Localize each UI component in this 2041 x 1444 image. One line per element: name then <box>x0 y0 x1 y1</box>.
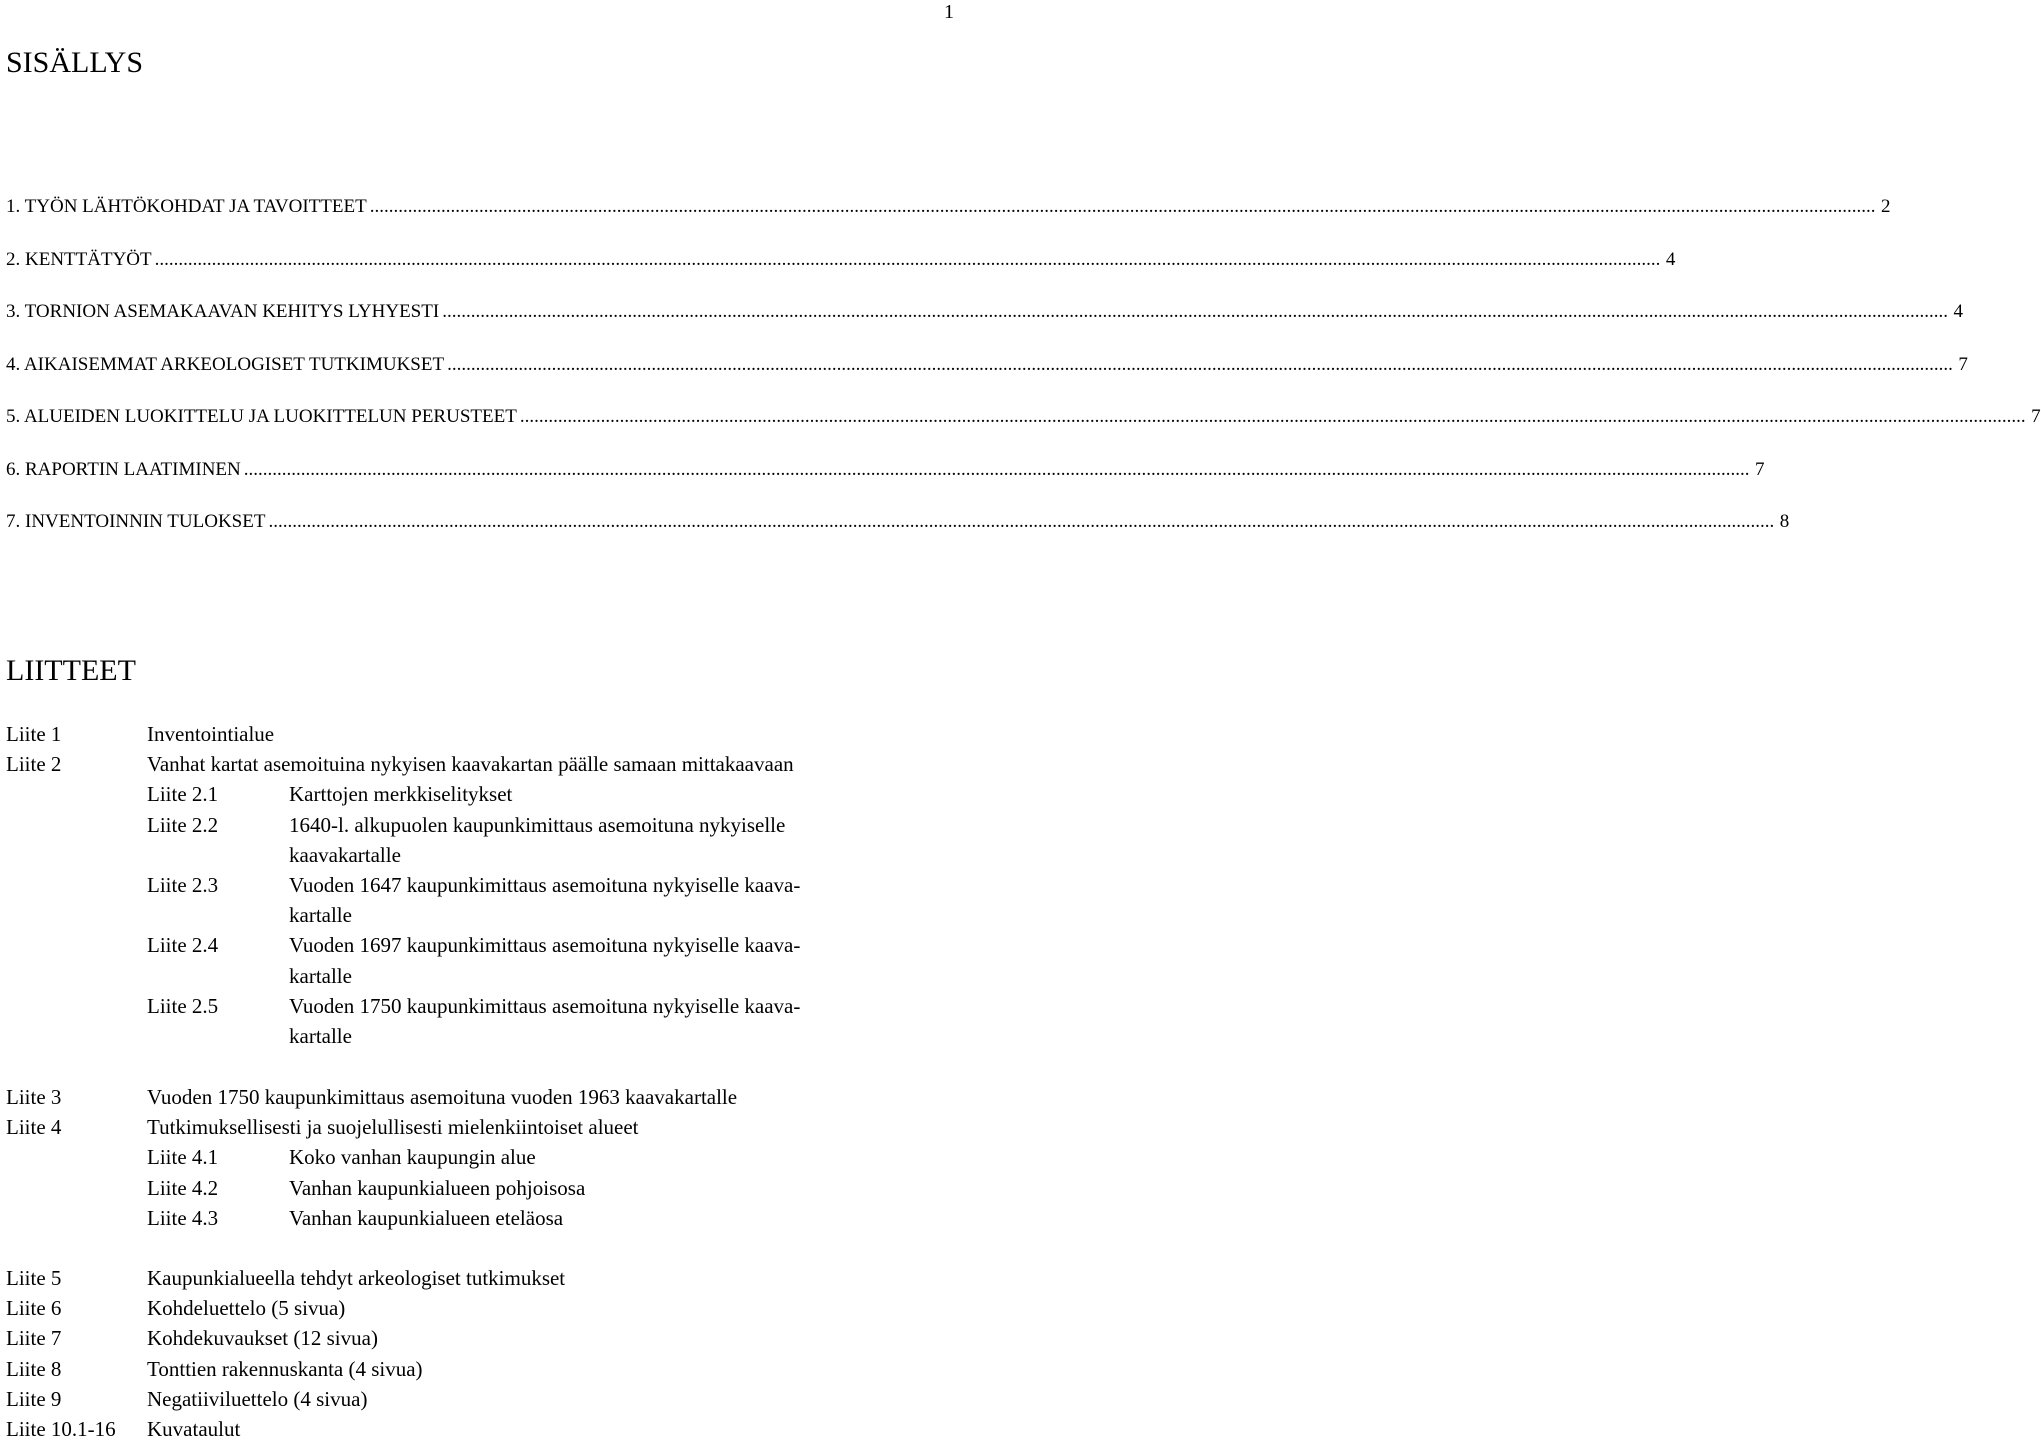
appendix-description: Kaupunkialueella tehdyt arkeologiset tutkimukset <box>147 1266 566 1290</box>
toc-leader-dots <box>244 459 1750 481</box>
appendix-row <box>6 1082 960 1112</box>
sub-appendix-description: 1640-l. alkupuolen kaupunkimittaus asemoituna nykyiselle <box>289 812 786 837</box>
toc-entry-title: 5. ALUEIDEN LUOKITTELU JA LUOKITTELUN PERUSTEET <box>6 406 517 427</box>
sub-appendix-row-continued <box>6 840 960 870</box>
appendix-description: Inventointialue <box>147 722 275 746</box>
toc-entry-title: 3. TORNION ASEMAKAAVAN KEHITYS LYHYESTI <box>6 301 440 322</box>
sub-appendix-label: Liite 4.3 <box>147 1205 219 1230</box>
toc-entry[interactable] <box>6 248 1676 274</box>
sub-appendix-row-continued <box>6 961 960 991</box>
toc-leader-dots <box>447 354 1953 376</box>
appendix-label: Liite 9 <box>6 1386 62 1411</box>
table-of-contents <box>6 196 2041 564</box>
sub-appendix-row <box>6 991 960 1021</box>
toc-entry-title: 4. AIKAISEMMAT ARKEOLOGISET TUTKIMUKSET <box>6 353 445 375</box>
appendix-description: Tonttien rakennuskanta (4 sivua) <box>147 1356 423 1381</box>
sub-appendix-row <box>6 810 960 840</box>
sub-appendix-description: Vanhan kaupunkialueen eteläosa <box>289 1205 564 1230</box>
appendix-row <box>6 1384 960 1414</box>
sub-appendix-description-continued: kartalle <box>289 1023 352 1048</box>
toc-leader-dots <box>268 511 1774 533</box>
toc-entry-page: 7 <box>1958 353 1968 375</box>
toc-entry[interactable] <box>6 353 1968 379</box>
toc-entry-page: 7 <box>1755 458 1765 480</box>
sub-appendix-label: Liite 4.2 <box>147 1175 219 1200</box>
sub-appendix-description: Vanhan kaupunkialueen pohjoisosa <box>289 1175 586 1200</box>
toc-leader-dots <box>442 301 1948 323</box>
sub-appendix-description-continued: kartalle <box>289 963 352 988</box>
sub-appendix-label: Liite 2.5 <box>147 993 219 1018</box>
toc-entry[interactable] <box>6 458 1765 484</box>
sub-appendix-row <box>6 1173 960 1203</box>
sub-appendix-row <box>6 930 960 960</box>
sub-appendix-description: Vuoden 1647 kaupunkimittaus asemoituna nykyiselle kaava- <box>289 872 801 897</box>
toc-entry-page: 4 <box>1953 301 1963 322</box>
sub-appendix-description-continued: kaavakartalle <box>289 842 401 867</box>
appendix-label: Liite 10.1-16 <box>6 1416 116 1441</box>
toc-entry[interactable] <box>6 406 2041 431</box>
contents-heading: SISÄLLYS <box>6 46 144 79</box>
appendix-list-group-2 <box>6 1082 960 1233</box>
appendix-row <box>6 1354 960 1384</box>
appendix-description: Tutkimuksellisesti ja suojelullisesti mielenkiintoiset alueet <box>147 1115 639 1140</box>
appendix-row <box>6 1323 960 1353</box>
sub-appendix-description: Koko vanhan kaupungin alue <box>289 1145 536 1170</box>
sub-appendix-row <box>6 779 960 809</box>
appendix-label: Liite 3 <box>6 1085 62 1109</box>
sub-appendix-row <box>6 1203 960 1233</box>
toc-leader-dots <box>520 406 2026 428</box>
appendix-description: Vanhat kartat asemoituina nykyisen kaavakartan päälle samaan mittakaavaan <box>147 752 794 777</box>
appendix-label: Liite 5 <box>6 1266 62 1290</box>
toc-entry-title: 6. RAPORTIN LAATIMINEN <box>6 458 241 480</box>
toc-entry[interactable] <box>6 196 1891 221</box>
appendix-label: Liite 8 <box>6 1356 62 1381</box>
toc-entry-page: 8 <box>1779 511 1790 532</box>
appendix-row <box>6 719 960 749</box>
sub-appendix-label: Liite 2.2 <box>147 812 219 837</box>
appendix-description: Kohdeluettelo (5 sivua) <box>147 1296 346 1321</box>
appendix-list-group-1 <box>6 719 960 1051</box>
appendix-list-group-3 <box>6 1263 960 1444</box>
toc-entry-page: 2 <box>1880 196 1891 217</box>
toc-entry-page: 4 <box>1665 248 1676 270</box>
sub-appendix-label: Liite 2.4 <box>147 933 219 958</box>
sub-appendix-description: Vuoden 1750 kaupunkimittaus asemoituna nykyiselle kaava- <box>289 993 801 1018</box>
toc-entry[interactable] <box>6 511 1790 536</box>
sub-appendix-row <box>6 870 960 900</box>
appendix-label: Liite 6 <box>6 1296 62 1321</box>
appendix-row <box>6 749 960 779</box>
sub-appendix-label: Liite 4.1 <box>147 1145 219 1170</box>
sub-appendix-description: Karttojen merkkiselitykset <box>289 782 513 807</box>
sub-appendix-row-continued <box>6 1021 960 1051</box>
toc-entry-title: 2. KENTTÄTYÖT <box>6 248 152 270</box>
toc-entry-page: 7 <box>2031 406 2041 427</box>
appendices-heading: LIITTEET <box>6 654 136 687</box>
appendix-label: Liite 1 <box>6 722 62 746</box>
toc-leader-dots <box>370 196 1876 218</box>
sub-appendix-label: Liite 2.3 <box>147 872 219 897</box>
toc-entry-title: 7. INVENTOINNIN TULOKSET <box>6 511 266 532</box>
appendix-row <box>6 1263 960 1293</box>
appendix-label: Liite 7 <box>6 1326 62 1351</box>
sub-appendix-description: Vuoden 1697 kaupunkimittaus asemoituna nykyiselle kaava- <box>289 933 801 958</box>
appendix-description: Kohdekuvaukset (12 sivua) <box>147 1326 378 1351</box>
appendix-row <box>6 1112 960 1142</box>
page-number: 1 <box>944 1 954 23</box>
toc-entry-title: 1. TYÖN LÄHTÖKOHDAT JA TAVOITTEET <box>6 196 367 217</box>
sub-appendix-label: Liite 2.1 <box>147 782 219 807</box>
appendix-row <box>6 1293 960 1323</box>
toc-entry[interactable] <box>6 301 1963 326</box>
appendix-description: Vuoden 1750 kaupunkimittaus asemoituna vuoden 1963 kaavakartalle <box>147 1085 738 1109</box>
appendix-label: Liite 4 <box>6 1115 62 1140</box>
appendix-label: Liite 2 <box>6 752 62 777</box>
toc-leader-dots <box>155 249 1661 271</box>
sub-appendix-row-continued <box>6 900 960 930</box>
appendix-description: Kuvataulut <box>147 1416 241 1441</box>
appendix-description: Negatiiviluettelo (4 sivua) <box>147 1386 368 1411</box>
sub-appendix-description-continued: kartalle <box>289 903 352 928</box>
appendix-row <box>6 1414 960 1444</box>
sub-appendix-row <box>6 1142 960 1172</box>
